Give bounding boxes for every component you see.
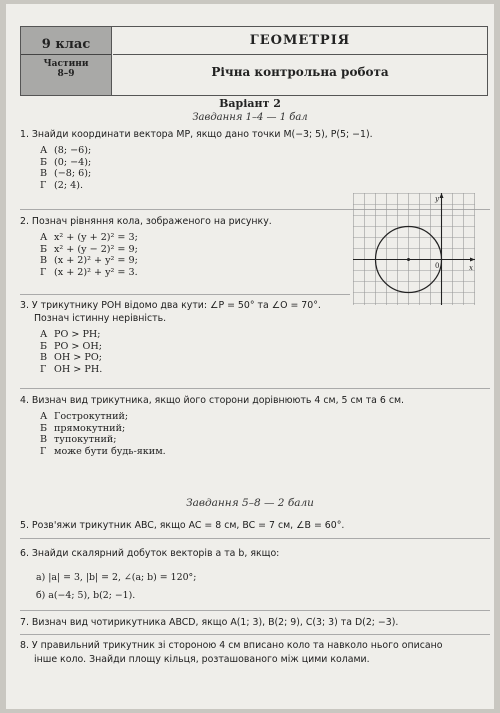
question-1-options [40, 145, 91, 191]
subject-title: ГЕОМЕТРІЯ [249, 33, 351, 48]
circle-graph-figure [353, 193, 475, 305]
header-divider [113, 54, 487, 55]
origin-label: 0 [435, 262, 440, 270]
question-3-text-line1: 3. У трикутнику POH відомо два кути: ∠P = 50° та ∠O = 70°. [20, 300, 321, 311]
test-title: Річна контрольна робота [211, 65, 389, 79]
divider-6 [20, 634, 490, 635]
question-8-text-line2: інше коло. Знайди площу кільця, розташованого між цими колами. [34, 654, 370, 665]
question-4-option-a: А Гострокутний; [40, 411, 129, 422]
question-4-text: 4. Визнач вид трикутника, якщо його сторони дорівнюють 4 см, 5 см та 6 см. [20, 395, 405, 406]
question-2-option-c: В (x + 2)² + y² = 9; [40, 255, 138, 267]
graph-grid [353, 193, 475, 305]
question-1-option-c: В (−8; 6); [40, 168, 92, 180]
question-2-options [40, 232, 138, 278]
divider-2 [20, 294, 350, 295]
tasks-1-4-note: Завдання 1–4 — 1 бал [192, 112, 308, 123]
divider-3 [20, 388, 490, 389]
question-3-options [40, 329, 102, 375]
variant-title: Варіант 2 [219, 97, 281, 110]
worksheet-page [6, 4, 494, 709]
question-2-option-b: Б x² + (y − 2)² = 9; [40, 243, 138, 255]
question-2-option-a: А x² + (y + 2)² = 3; [40, 232, 138, 243]
part-label-line2: 8–9 [57, 69, 75, 79]
question-8-text-line1: 8. У правильний трикутник зі стороною 4 см вписано коло та навколо нього описано [20, 640, 443, 651]
y-axis-label: y [435, 195, 439, 203]
circle-center-point [407, 258, 410, 261]
question-1-option-b: Б (0; −4); [40, 156, 92, 168]
question-4-option-d: Г може бути будь-яким. [40, 445, 166, 457]
question-4-option-b: Б прямокутний; [40, 422, 126, 434]
question-3-option-b: Б PO > OH; [40, 340, 102, 352]
question-1-option-d: Г (2; 4). [40, 179, 84, 191]
grade-panel [21, 27, 112, 95]
question-4-options [40, 411, 166, 457]
tasks-5-8-note: Завдання 5–8 — 2 бали [186, 497, 314, 509]
divider-4 [20, 538, 490, 539]
question-3-option-c: В OH > PO; [40, 352, 102, 364]
grade-label: 9 клас [21, 37, 111, 55]
question-3-option-a: А PO > PH; [40, 329, 101, 340]
divider-5 [20, 610, 490, 611]
question-6-text: 6. Знайди скалярний добуток векторів a та b, якщо: [20, 548, 280, 559]
question-2-text: 2. Познач рівняння кола, зображеного на рисунку. [20, 216, 272, 227]
question-3-option-d: Г OH > PH. [40, 363, 103, 375]
question-6-part-a: а) |a| = 3, |b| = 2, ∠(a; b) = 120°; [36, 572, 197, 583]
part-label [21, 59, 111, 79]
question-5-text: 5. Розв'яжи трикутник ABC, якщо AC = 8 см, BC = 7 см, ∠B = 60°. [20, 520, 345, 531]
part-label-line1: Частини [43, 59, 89, 69]
question-4-option-c: В тупокутний; [40, 434, 117, 446]
question-2-option-d: Г (x + 2)² + y² = 3. [40, 266, 138, 278]
x-axis-label: x [469, 264, 473, 272]
question-3-text-line2: Познач істинну нерівність. [34, 313, 167, 324]
question-7-text: 7. Визнач вид чотирикутника ABCD, якщо A(1; 3), B(2; 9), C(3; 3) та D(2; −3). [20, 617, 399, 628]
question-1-text: 1. Знайди координати вектора MP, якщо дано точки M(−3; 5), P(5; −1). [20, 129, 373, 140]
question-6-part-b: б) a(−4; 5), b(2; −1). [36, 590, 136, 601]
worksheet-header [20, 26, 488, 96]
question-1-option-a: А (8; −6); [40, 145, 92, 156]
